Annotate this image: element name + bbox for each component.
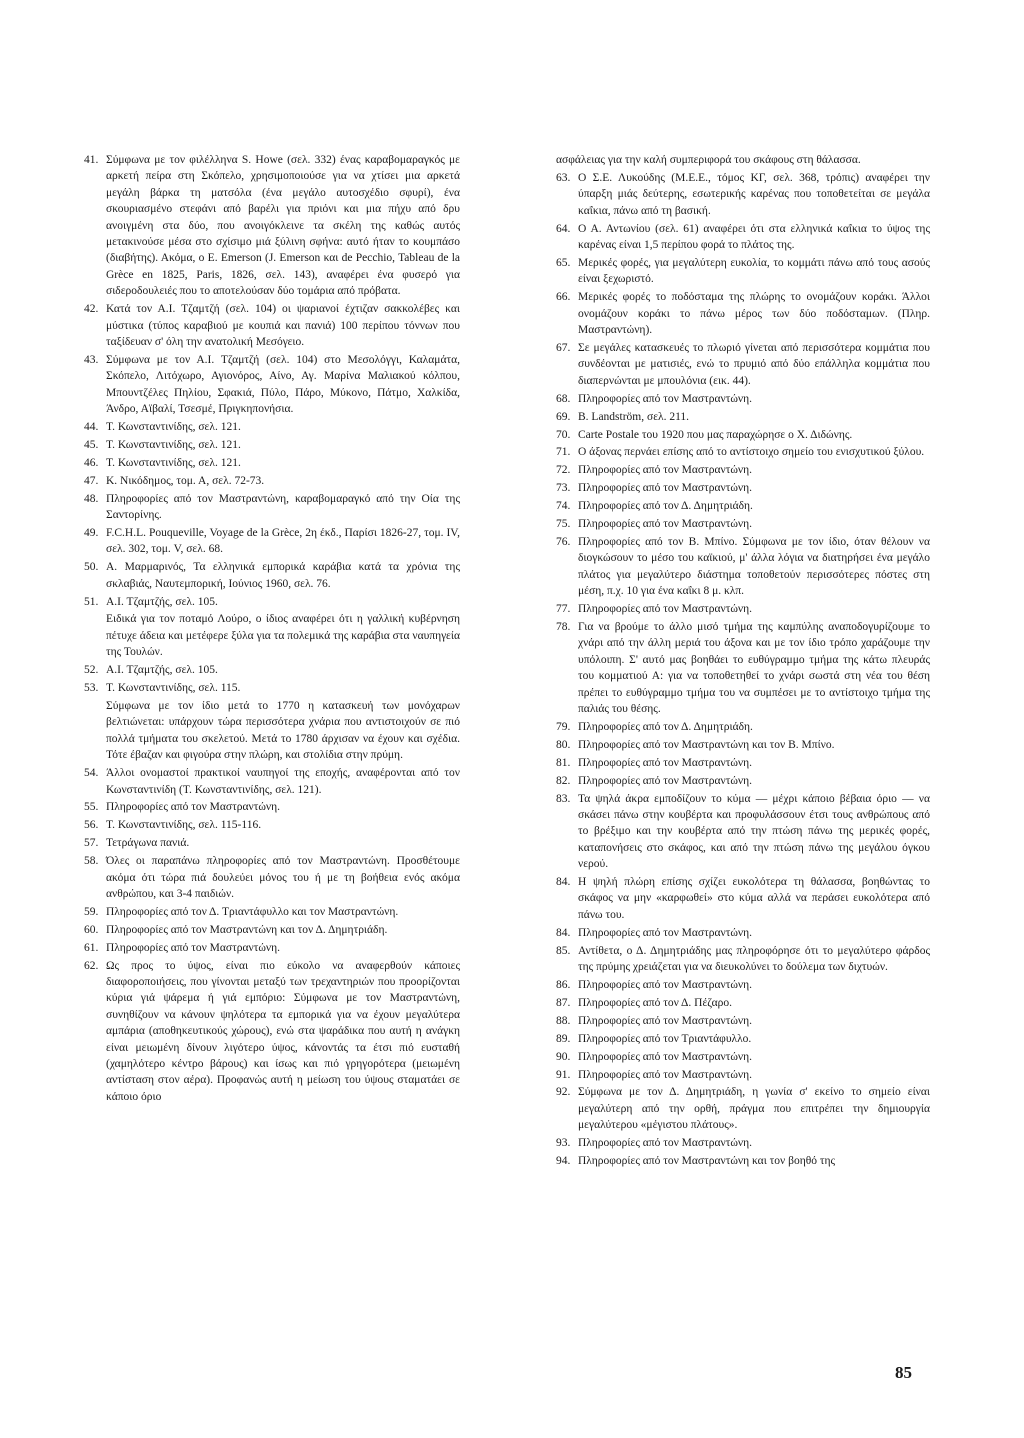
footnote-number: 62. bbox=[84, 959, 99, 972]
footnote-text: Ο άξονας περνάει επίσης από το αντίστοιχο σημείο του ενισχυτικού ξύλου. bbox=[578, 446, 925, 459]
footnote bbox=[556, 977, 930, 993]
footnote-text: Πληροφορίες από τον Τριαντάφυλλο. bbox=[578, 1032, 752, 1045]
footnote-number: 79. bbox=[556, 720, 571, 733]
footnote bbox=[84, 922, 460, 938]
footnote-number: 72. bbox=[556, 464, 571, 477]
footnote bbox=[556, 773, 930, 789]
footnote-text: Πληροφορίες από τον Μαστραντώνη. bbox=[578, 979, 752, 991]
footnote bbox=[556, 1153, 930, 1169]
footnote-text: Σε μεγάλες κατασκευές το πλωριό γίνεται από περισσότερα κομμάτια που συνδέονται με ματισιές, ενώ το πρυμιό από δύο επάλληλα κομμάτια που διαπερνώνται με μπουλόνια (εικ. 44). bbox=[578, 341, 930, 387]
footnote-text: Για να βρούμε το άλλο μισό τμήμα της καμπύλης αναποδογυρίζουμε το χνάρι από την άλλη μεριά του άξονα και με τον ίδιο τρόπο χαράζουμε την υπόλοιπη. Σ' αυτό μας βοηθάει το ευθύγραμμο τμήμα της κάτω πλευράς του κομματιού Α: για να τοποθετηθεί το χνάρι σωστά στη νέα του θέση πρέπει το ευθύγραμμο τμήμα του να συμπέσει με το αντίστοιχο τμήμα της παλιάς του θέσης. bbox=[578, 620, 930, 715]
footnote-number: 61. bbox=[84, 941, 99, 954]
footnote-number: 89. bbox=[556, 1032, 571, 1045]
footnote bbox=[84, 662, 460, 678]
footnote-text: Ο Α. Αντωνίου (σελ. 61) αναφέρει ότι στα ελληνικά καΐκια το ύψος της καρένας είναι 1,5 περίπου φορά το πλάτος της. bbox=[578, 222, 930, 252]
footnote-number: 71. bbox=[556, 446, 571, 459]
footnote bbox=[556, 995, 930, 1011]
footnote bbox=[84, 799, 460, 815]
footnote-number: 84. bbox=[556, 926, 571, 939]
footnote bbox=[556, 498, 930, 514]
footnote bbox=[556, 719, 930, 735]
footnote-number: 52. bbox=[84, 664, 99, 677]
footnote-text: Τ. Κωνσταντινίδης, σελ. 115-116. bbox=[106, 819, 262, 832]
page-number: 85 bbox=[895, 1363, 912, 1382]
footnote-number: 59. bbox=[84, 905, 99, 918]
footnote bbox=[556, 737, 930, 753]
footnote-text: Πληροφορίες από τον Μαστραντώνη. bbox=[578, 1068, 752, 1081]
footnote-text: Αντίθετα, ο Δ. Δημητριάδης μας πληροφόρησε ότι το μεγαλύτερο φάρδος της πρύμης χρειάζεται για να διευκολύνει το δούλεμα των διχτυών. bbox=[578, 944, 930, 974]
footnote-number: 65. bbox=[556, 256, 571, 269]
footnote-text: Όλες οι παραπάνω πληροφορίες από τον Μαστραντώνη. Προσθέτουμε ακόμα ότι τώρα πιά δουλεύει μόνος του ή με τη βοήθεια ενός ακόμα ανθρώπου, και 3-4 παιδιών. bbox=[106, 855, 460, 900]
footnote-text: Πληροφορίες από τον Δ. Δημητριάδη. bbox=[578, 500, 753, 513]
footnote-text: Πληροφορίες από τον Β. Μπίνο. Σύμφωνα με τον ίδιο, όταν θέλουν να διογκώσουν το μέσο του καϊκιού, μ' άλλα λόγια να διατηρήσει ένα μεγάλο πλάτος για μεγαλύτερο διάστημα τοποθετούν περισσότερες πόστες στη μέση, π.χ. 10 για ένα καΐκι 8 μ. κλπ. bbox=[578, 535, 930, 598]
footnote bbox=[84, 152, 460, 300]
footnote-text: Πληροφορίες από τον Δ. Δημητριάδη. bbox=[578, 720, 753, 733]
footnote-number: 56. bbox=[84, 819, 99, 832]
footnote bbox=[556, 444, 930, 460]
footnote-number: 93. bbox=[556, 1137, 571, 1150]
footnote-number: 82. bbox=[556, 774, 571, 787]
footnote-text: Τ. Κωνσταντινίδης, σελ. 121. bbox=[106, 438, 241, 451]
footnote-number: 75. bbox=[556, 518, 571, 531]
footnote-text: Α.Ι. Τζαμτζής, σελ. 105. bbox=[106, 595, 218, 608]
footnote bbox=[556, 755, 930, 771]
footnote-text: Σύμφωνα με τον φιλέλληνα S. Howe (σελ. 332) ένας καραβομαραγκός με αρκετή πείρα στη Σκόπελο, χρησιμοποιούσε για να χτίσει μια αρκετά μεγάλη βάρκα τη ματσόλα (ένα μεγάλο αυτοσχέδιο σφυρί), ένα σκουριασμένο στεφάνι από βαρέλι για πριόνι και μια πήχυ από δρυ ανοιγμένη στα δύο, που ανοιγόκλεινε τα σκέλη της καθώς αυτός μετακινούσε μέσα στο σχίσιμο μιά ξύλινη σφήνα: αυτό ήταν το κουμπάσο (διαβήτης). Ακόμα, ο E. Emerson (J. Emerson και de Pecchio, Tableau de la Grèce en 1825, Paris, 1826, σελ. 143), αναφέρει ένα φυσερό για σιδεροδουλειές που το αποτελούσαν δύο τομάρια από πρόβατα. bbox=[106, 154, 460, 298]
footnote bbox=[556, 874, 930, 923]
footnote-text: Πληροφορίες από τον Μαστραντώνη. bbox=[578, 756, 752, 769]
footnote bbox=[556, 255, 930, 288]
footnote-number: 68. bbox=[556, 392, 571, 405]
footnote bbox=[556, 409, 930, 425]
footnote-text: Πληροφορίες από τον Μαστραντώνη και τον Δ. Δημητριάδη. bbox=[106, 923, 388, 936]
footnote bbox=[84, 301, 460, 350]
footnote-number: 77. bbox=[556, 603, 571, 616]
footnote-number: 90. bbox=[556, 1050, 571, 1063]
footnote bbox=[556, 391, 930, 407]
footnote-text: Πληροφορίες από τον Μαστραντώνη. bbox=[578, 482, 752, 495]
footnote bbox=[556, 340, 930, 389]
footnote-number: 49. bbox=[84, 526, 99, 539]
footnote bbox=[84, 680, 460, 696]
footnote bbox=[556, 1067, 930, 1083]
footnote bbox=[556, 619, 930, 717]
footnote bbox=[84, 698, 460, 764]
footnote-text: B. Landström, σελ. 211. bbox=[578, 410, 690, 423]
footnote-text: Πληροφορίες από τον Δ. Πέζαρο. bbox=[578, 996, 733, 1009]
footnotes-right-column bbox=[556, 152, 930, 1171]
footnote-number: 55. bbox=[84, 801, 99, 814]
footnote-text: Μερικές φορές το ποδόσταμα της πλώρης το ονομάζουν κοράκι. Άλλοι ονομάζουν κοράκι το πάνω μέρος των δύο ποδόσταμων. (Πληρ. Μαστραντώνη). bbox=[578, 291, 930, 337]
footnote bbox=[84, 611, 460, 660]
footnote-text: Πληροφορίες από τον Μαστραντώνη. bbox=[578, 926, 752, 939]
footnote bbox=[84, 940, 460, 956]
footnote-number: 53. bbox=[84, 682, 99, 695]
note-continuation: ασφάλειας για την καλή συμπεριφορά του σκάφους στη θάλασσα. bbox=[556, 154, 861, 166]
footnote-number: 85. bbox=[556, 944, 571, 957]
footnote-text: Πληροφορίες από τον Μαστραντώνη. bbox=[578, 464, 752, 477]
footnote-number: 88. bbox=[556, 1014, 571, 1027]
footnote-number: 73. bbox=[556, 482, 571, 495]
footnote bbox=[84, 904, 460, 920]
footnote bbox=[556, 1031, 930, 1047]
footnote-number: 63. bbox=[556, 171, 571, 184]
footnote-number: 84. bbox=[556, 876, 571, 889]
footnote-text: Πληροφορίες από τον Μαστραντώνη. bbox=[578, 1137, 752, 1150]
footnote-text: Σύμφωνα με τον Α.Ι. Τζαμτζή (σελ. 104) στο Μεσολόγγι, Καλαμάτα, Σκόπελο, Λιτόχωρο, Αγιονόρος, Αίνο, Αγ. Μαρίνα Μαλιακού κόλπου, Μπουντζέλες Πηλίου, Σφακιά, Πύλο, Πάρο, Μύκονο, Πάτμο, Χαλκίδα, Άνδρο, Αϊβαλί, Τσεσμέ, Πριγκηπονήσια. bbox=[106, 353, 460, 416]
footnote bbox=[556, 925, 930, 941]
footnote-number: 44. bbox=[84, 421, 99, 433]
footnote-text: Η ψηλή πλώρη επίσης σχίζει ευκολότερα τη θάλασσα, βοηθώντας το σκάφος να μην «καρφωθεί» στο κύμα αλλά να περάσει ευκολότερα από πάνω του. bbox=[578, 876, 930, 921]
footnote-number: 64. bbox=[556, 222, 571, 235]
footnote bbox=[556, 170, 930, 219]
footnote-number: 54. bbox=[84, 767, 99, 780]
footnote-number: 74. bbox=[556, 500, 571, 513]
footnote bbox=[556, 221, 930, 254]
footnote bbox=[84, 437, 460, 453]
footnote bbox=[84, 594, 460, 610]
footnote-text: Carte Postale του 1920 που μας παραχώρησε ο Χ. Διδώνης. bbox=[578, 428, 853, 441]
footnote-number: 57. bbox=[84, 837, 99, 850]
footnote-number: 47. bbox=[84, 474, 99, 487]
footnote-number: 67. bbox=[556, 341, 571, 354]
footnote bbox=[556, 462, 930, 478]
footnote bbox=[84, 352, 460, 418]
footnote-number: 80. bbox=[556, 738, 571, 751]
footnote-text: Σύμφωνα με τον ίδιο μετά το 1770 η κατασκευή των μονόχαρων βελτιώνεται: υπάρχουν τώρα περισσότερα χνάρια που αντιστοιχούν σε πιό πολλά τμήματα του σκελετού. Μετά το 1780 άρχισαν να έχουν και σχέδια. Τότε έβαζαν και φιγούρα στην πλώρη, και στολίδια στην πρύμη. bbox=[106, 700, 460, 762]
footnote bbox=[84, 419, 460, 435]
footnote-text: Ο Σ.Ε. Λυκούδης (Μ.Ε.Ε., τόμος ΚΓ, σελ. 368, τρόπις) αναφέρει την ύπαρξη μιάς δεύτερης, εσωτερικής καρένας που τοποθετείται σε μεγάλα καΐκια, πάνω από τη βασική. bbox=[578, 171, 930, 217]
footnote-text: Α. Μαρμαρινός, Τα ελληνικά εμπορικά καράβια κατά τα χρόνια της σκλαβιάς, Ναυτεμπορική, Ιούνιος 1960, σελ. 76. bbox=[106, 561, 460, 590]
footnote-text: Ως προς το ύψος, είναι πιο εύκολο να αναφερθούν κάποιες διαφοροποιήσεις, που γίνονται μεταξύ των τρεχαντηριών που προορίζονται κύρια γιά ψάρεμα ή γιά εμπόριο: Σύμφωνα με τον Μαστραντώνη, συνηθίζουν να κάνουν ψηλότερα τα εμπορικά για να έχουν μεγαλύτερα αμπάρια (αποθηκευτικούς χώρους), ενώ στα ψαράδικα που αυτή η ανάγκη είναι μειωμένη δίνουν λιγότερο ύψος, κάνοντάς τα έτσι πιό ευσταθή (χαμηλότερο κέντρο βάρους) και ίσως και πιό γρηγορότερα (μειωμένη αντίσταση στον αέρα). Προφανώς αυτή η μείωση του ύψους σταματάει σε κάποιο όριο bbox=[106, 959, 460, 1103]
footnote bbox=[556, 427, 930, 443]
footnote-text: Πληροφορίες από τον Μαστραντώνη. bbox=[578, 1014, 752, 1027]
footnote bbox=[556, 943, 930, 976]
footnote-number: 94. bbox=[556, 1155, 571, 1168]
footnote bbox=[556, 791, 930, 873]
footnote bbox=[84, 525, 460, 558]
footnote bbox=[556, 1135, 930, 1151]
footnote bbox=[84, 491, 460, 524]
footnote-text: Άλλοι ονομαστοί πρακτικοί ναυπηγοί της εποχής, αναφέρονται από τον Κωνσταντινίδη (Τ. Κωνσταντινίδης, σελ. 121). bbox=[106, 767, 460, 796]
footnote-text: Α.Ι. Τζαμτζής, σελ. 105. bbox=[106, 664, 218, 677]
footnote bbox=[556, 1049, 930, 1065]
footnote-text: Πληροφορίες από τον Μαστραντώνη. bbox=[578, 1050, 752, 1063]
footnote-number: 83. bbox=[556, 792, 571, 805]
footnote bbox=[556, 534, 930, 600]
footnote-text: Πληροφορίες από τον Μαστραντώνη. bbox=[578, 603, 752, 616]
footnote-text: Μερικές φορές, για μεγαλύτερη ευκολία, το κομμάτι πάνω από τους ασούς είναι ξεχωριστό. bbox=[578, 256, 930, 286]
footnote-number: 50. bbox=[84, 561, 99, 574]
footnote-number: 87. bbox=[556, 996, 571, 1009]
footnote-text: Πληροφορίες από τον Μαστραντώνη. bbox=[106, 801, 280, 814]
footnote-number: 42. bbox=[84, 303, 99, 316]
footnote bbox=[556, 516, 930, 532]
footnote-text: Πληροφορίες από τον Μαστραντώνη και τον βοηθό της bbox=[578, 1155, 836, 1168]
footnote-text: Σύμφωνα με τον Δ. Δημητριάδη, η γωνία σ' εκείνο το σημείο είναι μεγαλύτερη από την ορθή, πράγμα που επιτρέπει την δημιουργία μεγαλύτερου «μέγιστου πλάτους». bbox=[578, 1086, 930, 1132]
footnote-text: Τετράγωνα πανιά. bbox=[106, 837, 190, 850]
footnote-text: Κ. Νικόδημος, τομ. Α, σελ. 72-73. bbox=[106, 474, 265, 487]
footnote-number: 70. bbox=[556, 428, 571, 441]
footnote-number: 69. bbox=[556, 410, 571, 423]
footnote-text: Πληροφορίες από τον Δ. Τριαντάφυλλο και τον Μαστραντώνη. bbox=[106, 905, 399, 918]
footnote-number: 81. bbox=[556, 756, 571, 769]
footnote bbox=[84, 559, 460, 592]
footnote-number: 43. bbox=[84, 353, 99, 366]
footnote-text: Τ. Κωνσταντινίδης, σελ. 121. bbox=[106, 456, 241, 469]
footnote-number: 92. bbox=[556, 1086, 571, 1099]
footnote-text: Πληροφορίες από τον Μαστραντώνη. bbox=[578, 774, 752, 787]
footnote bbox=[84, 817, 460, 833]
footnote-number: 51. bbox=[84, 595, 99, 608]
footnote-number: 41. bbox=[84, 154, 99, 166]
footnote bbox=[556, 601, 930, 617]
footnote-text: Τ. Κωνσταντινίδης, σελ. 121. bbox=[106, 421, 241, 433]
footnote-number: 45. bbox=[84, 438, 99, 451]
footnote-text: Πληροφορίες από τον Μαστραντώνη. bbox=[578, 392, 752, 405]
footnote-text: Τ. Κωνσταντινίδης, σελ. 115. bbox=[106, 682, 241, 695]
footnote-text: Πληροφορίες από τον Μαστραντώνη, καραβομαραγκό από την Οία της Σαντορίνης. bbox=[106, 492, 460, 522]
footnote bbox=[556, 480, 930, 496]
footnote-text: Ειδικά για τον ποταμό Λούρο, ο ίδιος αναφέρει ότι η γαλλική κυβέρνηση πέτυχε άδεια και μετέφερε ξύλα για τα πολεμικά της καράβια στα ναυπηγεία της Τουλών. bbox=[106, 613, 460, 659]
footnote-text: Πληροφορίες από τον Μαστραντώνη. bbox=[578, 518, 752, 531]
footnote bbox=[84, 455, 460, 471]
footnote bbox=[84, 473, 460, 489]
footnote-number: 48. bbox=[84, 492, 99, 505]
footnote bbox=[84, 835, 460, 851]
footnote bbox=[84, 958, 460, 1106]
footnote-text: Πληροφορίες από τον Μαστραντώνη. bbox=[106, 941, 280, 954]
footnote-text: Πληροφορίες από τον Μαστραντώνη και τον Β. Μπίνο. bbox=[578, 738, 835, 751]
footnote-text: F.C.H.L. Pouqueville, Voyage de la Grèce, 2η έκδ., Παρίσι 1826-27, τομ. IV, σελ. 302, τομ. V, σελ. 68. bbox=[106, 526, 460, 556]
footnote-number: 76. bbox=[556, 535, 571, 548]
footnote bbox=[84, 765, 460, 798]
footnotes-left-column bbox=[84, 152, 460, 1107]
footnote-number: 60. bbox=[84, 923, 99, 936]
footnote-number: 58. bbox=[84, 855, 99, 868]
footnote-number: 78. bbox=[556, 620, 571, 633]
footnote bbox=[84, 853, 460, 902]
footnote-text: Τα ψηλά άκρα εμποδίζουν το κύμα — μέχρι κάποιο βέβαια όριο — να σκάσει πάνω στην κουβέρτα και προφυλάσσουν έτσι τους ανθρώπους από το βρέξιμο και την κουβέρτα από την πτώση πάνω της μερικές φορές, καταπονήσεις στο σκάφος, και από την πτώση πάνω της μεγάλου όγκου νερού. bbox=[578, 792, 930, 871]
footnote-number: 91. bbox=[556, 1068, 571, 1081]
footnote bbox=[556, 1084, 930, 1133]
footnote-text: Κατά τον Α.Ι. Τζαμτζή (σελ. 104) οι ψαριανοί έχτιζαν σακκολέβες και μύστικα (τύπος καραβιού με κουπιά και πανιά) 100 περίπου τόννων που ταξίδευαν σ' όλη την ανατολική Μεσόγειο. bbox=[106, 303, 460, 348]
footnote bbox=[556, 289, 930, 338]
footnote-number: 66. bbox=[556, 291, 571, 304]
footnote-number: 46. bbox=[84, 456, 99, 469]
footnote-number: 86. bbox=[556, 979, 571, 991]
footnote bbox=[556, 1013, 930, 1029]
